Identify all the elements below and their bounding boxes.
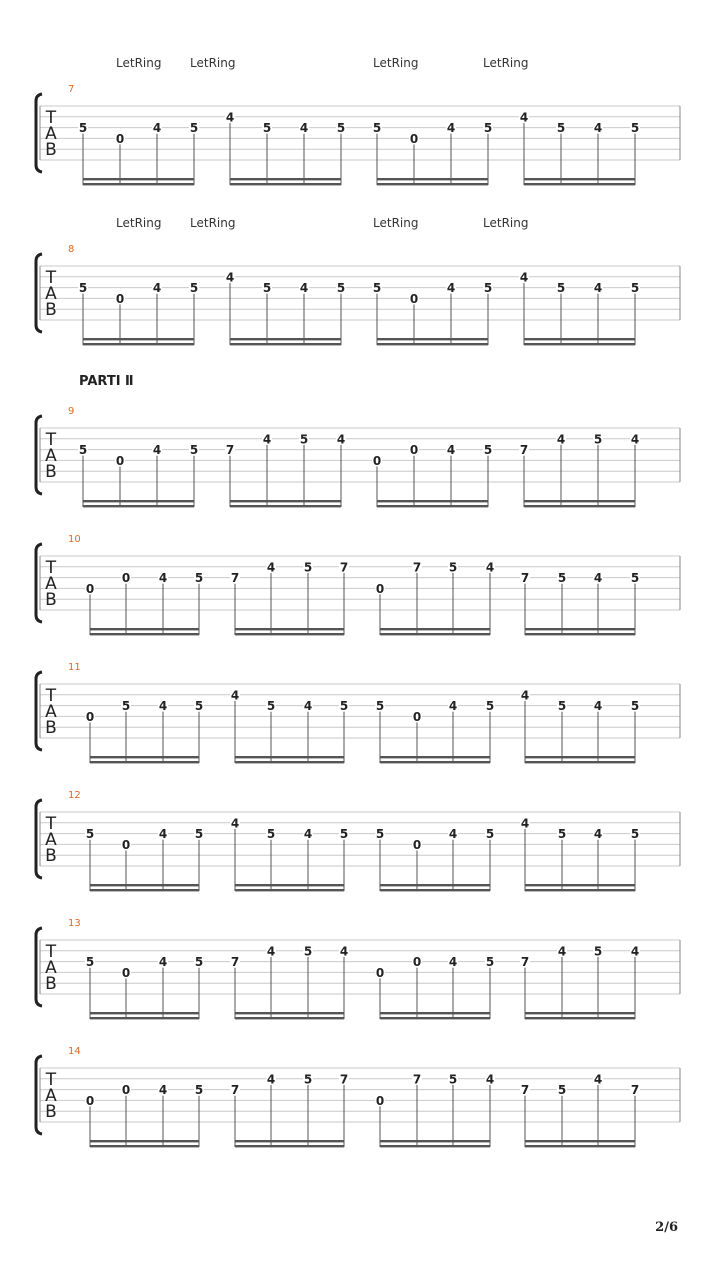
fret-number: 5 — [448, 1072, 458, 1087]
fret-number: 5 — [593, 432, 603, 447]
fret-number: 7 — [230, 1083, 240, 1098]
page-number: 2/6 — [655, 1220, 678, 1235]
fret-number: 0 — [115, 291, 125, 306]
beam-upper — [235, 884, 344, 886]
beam-upper — [524, 338, 635, 340]
beam-upper — [380, 1012, 490, 1014]
beam-lower — [377, 343, 488, 345]
fret-number: 5 — [483, 121, 493, 136]
fret-number: 5 — [299, 432, 309, 447]
beam-upper — [525, 756, 635, 758]
beam-lower — [380, 1145, 490, 1147]
fret-number: 0 — [409, 291, 419, 306]
fret-number: 5 — [339, 827, 349, 842]
beam-lower — [380, 761, 490, 763]
beam-lower — [235, 1145, 344, 1147]
fret-number: 5 — [194, 955, 204, 970]
fret-number: 5 — [303, 560, 313, 575]
beam-lower — [83, 343, 194, 345]
fret-number: 5 — [448, 560, 458, 575]
letring-label: LetRing — [116, 56, 162, 70]
fret-number: 4 — [339, 944, 349, 959]
fret-number: 5 — [483, 281, 493, 296]
tab-clef-letter: T — [45, 686, 57, 706]
fret-number: 4 — [158, 827, 168, 842]
letring-label: LetRing — [483, 56, 529, 70]
beam-lower — [230, 505, 341, 507]
fret-number: 5 — [85, 827, 95, 842]
fret-number: 5 — [557, 1083, 567, 1098]
fret-number: 4 — [557, 944, 567, 959]
beam-upper — [380, 756, 490, 758]
fret-number: 4 — [266, 560, 276, 575]
beam-lower — [90, 1017, 199, 1019]
beam-lower — [525, 889, 635, 891]
fret-number: 4 — [448, 699, 458, 714]
measure-number: 7 — [68, 84, 75, 95]
fret-number: 5 — [485, 827, 495, 842]
fret-number: 4 — [225, 270, 235, 285]
beam-upper — [230, 338, 341, 340]
letring-label: LetRing — [190, 56, 236, 70]
fret-number: 4 — [158, 571, 168, 586]
beam-lower — [230, 343, 341, 345]
tab-clef-letter: A — [45, 574, 57, 594]
fret-number: 5 — [372, 281, 382, 296]
beam-lower — [235, 889, 344, 891]
fret-number: 4 — [593, 121, 603, 136]
fret-number: 0 — [375, 581, 385, 596]
fret-number: 0 — [375, 1093, 385, 1108]
fret-number: 5 — [303, 1072, 313, 1087]
beam-lower — [380, 1017, 490, 1019]
tab-clef-letter: A — [45, 702, 57, 722]
tab-clef-letter: T — [45, 1070, 57, 1090]
fret-number: 5 — [85, 955, 95, 970]
fret-number: 0 — [121, 837, 131, 852]
fret-number: 5 — [194, 699, 204, 714]
tab-clef-letter: B — [45, 300, 57, 320]
beam-upper — [90, 884, 199, 886]
fret-number: 5 — [630, 571, 640, 586]
fret-number: 5 — [189, 121, 199, 136]
fret-number: 5 — [78, 121, 88, 136]
measure-number: 12 — [68, 790, 81, 801]
fret-number: 7 — [230, 571, 240, 586]
fret-number: 4 — [593, 699, 603, 714]
fret-number: 7 — [630, 1083, 640, 1098]
beam-upper — [524, 500, 635, 502]
fret-number: 4 — [520, 688, 530, 703]
fret-number: 0 — [121, 1083, 131, 1098]
beam-upper — [524, 178, 635, 180]
beam-lower — [525, 633, 635, 635]
fret-number: 4 — [520, 816, 530, 831]
fret-number: 4 — [630, 944, 640, 959]
beam-upper — [235, 756, 344, 758]
fret-number: 5 — [303, 944, 313, 959]
fret-number: 5 — [372, 121, 382, 136]
beam-upper — [380, 1140, 490, 1142]
tab-clef-letter: A — [45, 124, 57, 144]
beam-lower — [90, 889, 199, 891]
tab-clef-letter: A — [45, 958, 57, 978]
fret-number: 5 — [556, 281, 566, 296]
fret-number: 4 — [152, 121, 162, 136]
beam-upper — [90, 1012, 199, 1014]
measure-number: 8 — [68, 244, 75, 255]
fret-number: 5 — [336, 121, 346, 136]
tab-clef-letter: A — [45, 830, 57, 850]
fret-number: 5 — [485, 955, 495, 970]
fret-number: 4 — [556, 432, 566, 447]
beam-upper — [83, 178, 194, 180]
measure-number: 13 — [68, 918, 81, 929]
beam-lower — [235, 1017, 344, 1019]
beam-upper — [380, 884, 490, 886]
fret-number: 4 — [152, 443, 162, 458]
fret-number: 5 — [556, 121, 566, 136]
fret-number: 4 — [519, 110, 529, 125]
fret-number: 0 — [121, 965, 131, 980]
fret-number: 0 — [372, 453, 382, 468]
tab-clef-letter: T — [45, 268, 57, 288]
beam-lower — [235, 761, 344, 763]
beam-lower — [525, 1145, 635, 1147]
fret-number: 4 — [225, 110, 235, 125]
beam-upper — [525, 1140, 635, 1142]
measure-number: 9 — [68, 406, 75, 417]
fret-number: 5 — [557, 827, 567, 842]
fret-number: 0 — [409, 131, 419, 146]
fret-number: 5 — [121, 699, 131, 714]
beam-upper — [235, 1140, 344, 1142]
beam-upper — [90, 628, 199, 630]
fret-number: 5 — [483, 443, 493, 458]
fret-number: 5 — [194, 827, 204, 842]
fret-number: 7 — [520, 955, 530, 970]
fret-number: 4 — [593, 1072, 603, 1087]
fret-number: 5 — [189, 281, 199, 296]
fret-number: 0 — [121, 571, 131, 586]
fret-number: 5 — [375, 827, 385, 842]
fret-number: 5 — [266, 699, 276, 714]
beam-lower — [525, 761, 635, 763]
fret-number: 7 — [520, 1083, 530, 1098]
fret-number: 4 — [446, 121, 456, 136]
fret-number: 7 — [520, 571, 530, 586]
beam-upper — [230, 178, 341, 180]
fret-number: 7 — [412, 1072, 422, 1087]
beam-lower — [524, 505, 635, 507]
tab-clef-letter: T — [45, 558, 57, 578]
fret-number: 4 — [158, 1083, 168, 1098]
fret-number: 7 — [519, 443, 529, 458]
fret-number: 4 — [303, 827, 313, 842]
tab-clef-letter: T — [45, 108, 57, 128]
beam-lower — [235, 633, 344, 635]
beam-upper — [90, 756, 199, 758]
tab-clef-letter: T — [45, 814, 57, 834]
fret-number: 5 — [557, 699, 567, 714]
fret-number: 4 — [519, 270, 529, 285]
letring-label: LetRing — [373, 56, 419, 70]
tab-clef-letter: B — [45, 462, 57, 482]
tab-clef-letter: A — [45, 446, 57, 466]
beam-upper — [83, 338, 194, 340]
beam-lower — [83, 505, 194, 507]
beam-lower — [377, 183, 488, 185]
measure-number: 10 — [68, 534, 81, 545]
fret-number: 7 — [412, 560, 422, 575]
beam-upper — [377, 500, 488, 502]
fret-number: 5 — [630, 827, 640, 842]
fret-number: 0 — [115, 131, 125, 146]
fret-number: 0 — [412, 955, 422, 970]
fret-number: 5 — [78, 281, 88, 296]
letring-label: LetRing — [116, 216, 162, 230]
fret-number: 7 — [339, 560, 349, 575]
beam-upper — [525, 1012, 635, 1014]
fret-number: 5 — [262, 281, 272, 296]
fret-number: 0 — [85, 709, 95, 724]
letring-label: LetRing — [373, 216, 419, 230]
fret-number: 5 — [630, 281, 640, 296]
fret-number: 4 — [299, 121, 309, 136]
fret-number: 4 — [266, 944, 276, 959]
fret-number: 5 — [189, 443, 199, 458]
fret-number: 7 — [230, 955, 240, 970]
fret-number: 4 — [262, 432, 272, 447]
fret-number: 5 — [339, 699, 349, 714]
beam-lower — [83, 183, 194, 185]
fret-number: 5 — [630, 699, 640, 714]
fret-number: 4 — [446, 443, 456, 458]
fret-number: 5 — [336, 281, 346, 296]
beam-upper — [235, 628, 344, 630]
fret-number: 5 — [78, 443, 88, 458]
fret-number: 5 — [262, 121, 272, 136]
fret-number: 5 — [194, 1083, 204, 1098]
fret-number: 4 — [446, 281, 456, 296]
fret-number: 4 — [158, 699, 168, 714]
beam-lower — [90, 761, 199, 763]
measure-number: 14 — [68, 1046, 81, 1057]
fret-number: 4 — [485, 1072, 495, 1087]
fret-number: 4 — [593, 281, 603, 296]
fret-number: 4 — [230, 816, 240, 831]
fret-number: 4 — [448, 955, 458, 970]
fret-number: 7 — [225, 443, 235, 458]
fret-number: 4 — [448, 827, 458, 842]
beam-lower — [230, 183, 341, 185]
beam-lower — [380, 889, 490, 891]
fret-number: 4 — [303, 699, 313, 714]
measure-number: 11 — [68, 662, 81, 673]
fret-number: 4 — [152, 281, 162, 296]
beam-upper — [235, 1012, 344, 1014]
fret-number: 4 — [266, 1072, 276, 1087]
fret-number: 4 — [593, 827, 603, 842]
fret-number: 0 — [375, 965, 385, 980]
beam-upper — [377, 338, 488, 340]
fret-number: 0 — [412, 709, 422, 724]
tab-clef-letter: T — [45, 942, 57, 962]
beam-upper — [377, 178, 488, 180]
fret-number: 4 — [299, 281, 309, 296]
fret-number: 4 — [485, 560, 495, 575]
fret-number: 4 — [230, 688, 240, 703]
beam-lower — [525, 1017, 635, 1019]
fret-number: 5 — [375, 699, 385, 714]
beam-upper — [525, 628, 635, 630]
fret-number: 5 — [485, 699, 495, 714]
beam-lower — [380, 633, 490, 635]
fret-number: 4 — [630, 432, 640, 447]
fret-number: 0 — [85, 1093, 95, 1108]
beam-lower — [90, 633, 199, 635]
fret-number: 7 — [339, 1072, 349, 1087]
tab-clef-letter: B — [45, 718, 57, 738]
fret-number: 0 — [412, 837, 422, 852]
beam-lower — [524, 343, 635, 345]
beam-upper — [230, 500, 341, 502]
tab-clef-letter: B — [45, 590, 57, 610]
tab-clef-letter: B — [45, 974, 57, 994]
tab-clef-letter: B — [45, 140, 57, 160]
fret-number: 5 — [557, 571, 567, 586]
fret-number: 4 — [593, 571, 603, 586]
tab-clef-letter: A — [45, 284, 57, 304]
beam-lower — [524, 183, 635, 185]
fret-number: 0 — [85, 581, 95, 596]
fret-number: 5 — [630, 121, 640, 136]
section-title: PARTI Ⅱ — [79, 374, 134, 389]
letring-label: LetRing — [190, 216, 236, 230]
beam-upper — [90, 1140, 199, 1142]
letring-label: LetRing — [483, 216, 529, 230]
beam-upper — [525, 884, 635, 886]
beam-upper — [83, 500, 194, 502]
fret-number: 0 — [115, 453, 125, 468]
fret-number: 0 — [409, 443, 419, 458]
tab-clef-letter: T — [45, 430, 57, 450]
fret-number: 4 — [336, 432, 346, 447]
fret-number: 5 — [266, 827, 276, 842]
fret-number: 5 — [194, 571, 204, 586]
tab-clef-letter: B — [45, 846, 57, 866]
beam-lower — [377, 505, 488, 507]
tab-clef-letter: A — [45, 1086, 57, 1106]
tab-clef-letter: B — [45, 1102, 57, 1122]
beam-upper — [380, 628, 490, 630]
beam-lower — [90, 1145, 199, 1147]
fret-number: 5 — [593, 944, 603, 959]
fret-number: 4 — [158, 955, 168, 970]
